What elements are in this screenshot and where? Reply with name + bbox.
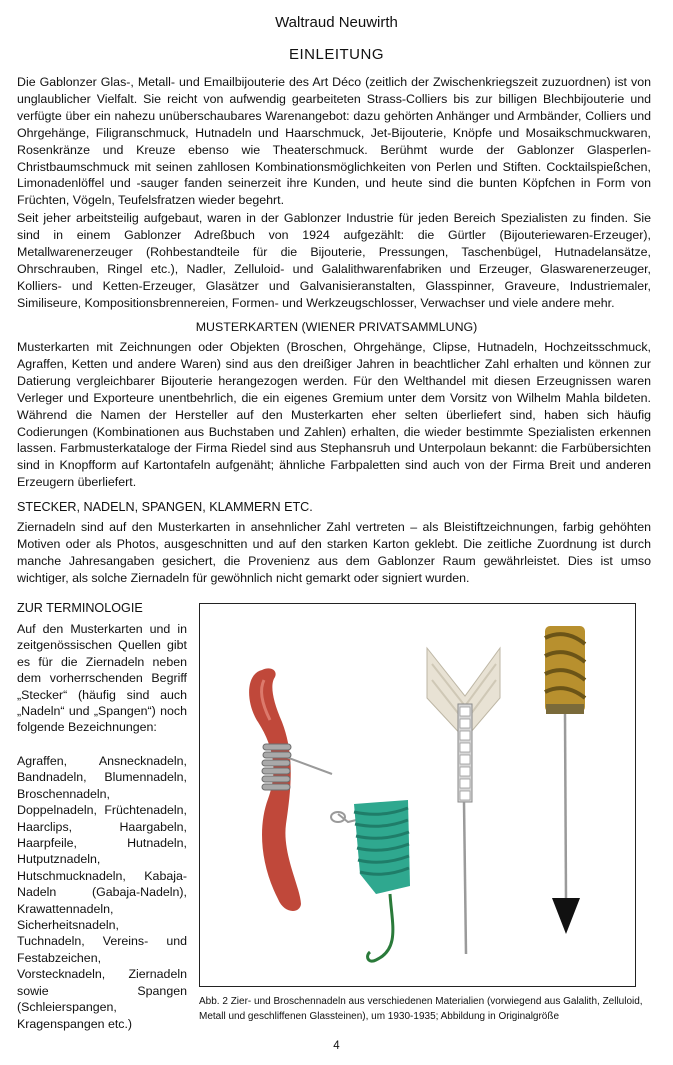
stecker-paragraph: Ziernadeln sind auf den Musterkarten in ansehnlicher Zahl vertreten – als Bleistiftzeichnungen, farbig gehöhten Motiven oder als Photos, ausgeschnitten und auf den starken Karton geklebt. Die zeitliche Zuordnung ist durch manche Jahresangaben gesichert, die Provenienz aus dem Gablonzer Raum gewährleistet. Dies ist umso wichtiger, als solche Ziernadeln für gewöhnlich nicht gemarkt oder signiert wurden.: [17, 520, 651, 585]
gold-hatpin-illustration: [545, 626, 585, 934]
arrow-pin-illustration: [427, 648, 500, 954]
terminologie-list: Agraffen, Ansnecknadeln, Bandnadeln, Blumennadeln, Broschennadeln, Doppelnadeln, Früchtenadeln, Haarclips, Haargabeln, Haarpfeile, Hutnadeln, Hutputznadeln, Hutschmucknadeln, Kabaja-Nadeln (Gabaja-Nadeln), Krawattennadeln, Sicherheitsnadeln, Tuchnadeln, Vereins- und Festabzeichen, Vorstecknadeln, Ziernadeln sowie Spangen (Schleierspangen, Kragenspangen etc.): [17, 754, 187, 1031]
figure-pins-photo: [199, 603, 636, 987]
section-heading-terminologie: ZUR TERMINOLOGIE: [17, 601, 143, 615]
page-number: 4: [333, 1040, 340, 1052]
page-title: EINLEITUNG: [288, 46, 384, 63]
intro-paragraph-2: Seit jeher arbeitsteilig aufgebaut, waren in der Gablonzer Industrie für jeden Bereich Spezialisten zu finden. Sie sind in einem Gablonzer Adreßbuch von 1924 aufgezählt: die Gürtler (Bijouteriewaren-Erzeuger), Metallwarenerzeuger (Rohbestandteile für die Bijouterie, Pressungen, Taschenbügel, Hutnadelansätze, Ohrschrauben, Ringel etc.), Nadler, Zelluloid- und Galalithwarenfabriken und Erzeuger, Glaswarenerzeuger, Kolliers- und Ketten-Erzeuger, Glasätzer und Galvanisieranstalten, Glasspinner, Graveure, Industriemaler, Similiseure, Kompositionsbrennereien, Formen- und Werkzeugschlosser, Verwachser und viele andere mehr.: [17, 211, 651, 310]
intro-paragraph-1: Die Gablonzer Glas-, Metall- und Emailbijouterie des Art Déco (zeitlich der Zwischenkriegszeit zuzuordnen) ist von unglaublicher Vielfalt. Sie reicht von aufwendig gearbeiteten Strass-Colliers bis zur billigen Blechbijouterie und verfügte über ein nahezu unüberschaubares Warenangebot: dazu gehörten Anhänger und Armbänder, Colliers und Ohrgehänge, Filigranschmuck, Hutnadeln und Haarschmuck, Jet-Bijouterie, Knöpfe und Mosaikschmuckwaren, Rosenkränze und Kreuze ebenso wie Theaterschmuck. Berühmt wurde der Gablonzer Glasperlen-Christbaumschmuck mit seinen zahllosen Kombinationsmöglichkeiten von Perlen und Stiften. Cocktailspießchen, Limonadenlöffel und -sauger fanden seinerzeit ihre Kunden, und heute sind die bunten Köpfchen in Form von Früchten, Vögeln, Teufelsfratzen wieder begehrt.: [17, 75, 651, 208]
green-pin-illustration: [331, 800, 410, 961]
figure-caption: Abb. 2 Zier- und Broschennadeln aus verschiedenen Materialien (vorwiegend aus Galalith, Zelluloid, Metall und geschliffenen Glassteinen), um 1930-1935; Abbildung in Originalgröße: [199, 996, 643, 1022]
red-pin-illustration: [249, 668, 332, 911]
section-heading-musterkarten: MUSTERKARTEN (WIENER PRIVATSAMMLUNG): [195, 320, 478, 334]
author-name: Waltraud Neuwirth: [275, 14, 398, 31]
musterkarten-paragraph: Musterkarten mit Zeichnungen oder Objekten (Broschen, Ohrgehänge, Clipse, Hutnadeln, Hochzeitsschmuck, Agraffen, Ketten und andere Waren) sind aus den dreißiger Jahren in beachtlicher Zahl erhalten und können zur Datierung vergleichbarer Bijouterie herangezogen werden. Für den Welthandel mit diesen Erzeugnissen waren Verleger und Exporteure unentbehrlich, die ein eigenes Gremium unter dem Vorsitz von Wilhelm Mahla bildeten. Während die Namen der Hersteller auf den Musterkarten eher selten überliefert sind, haben sich häufig Codierungen (Kombinationen aus Buchstaben und Zahlen) erhalten, die wieder bestimmte Spezialisten erkennen lassen. Farbmusterkataloge der Firma Riedel sind aus Stephansruh und Unterpolaun bekannt: die Farbübersichten sind in Knopfform auf Kartontafeln aufgenäht; ähnliche Farbpaletten sind auch von der Firma Breit und anderen Erzeugern überliefert.: [17, 340, 651, 490]
terminologie-intro: Auf den Musterkarten und in zeitgenössischen Quellen gibt es für die Ziernadeln neben dem vorherrschenden Begriff „Stecker“ (häufig sind auch „Nadeln“ und „Spangen“) noch folgende Bezeichnungen:: [17, 622, 187, 735]
section-heading-stecker: STECKER, NADELN, SPANGEN, KLAMMERN ETC.: [17, 500, 313, 514]
